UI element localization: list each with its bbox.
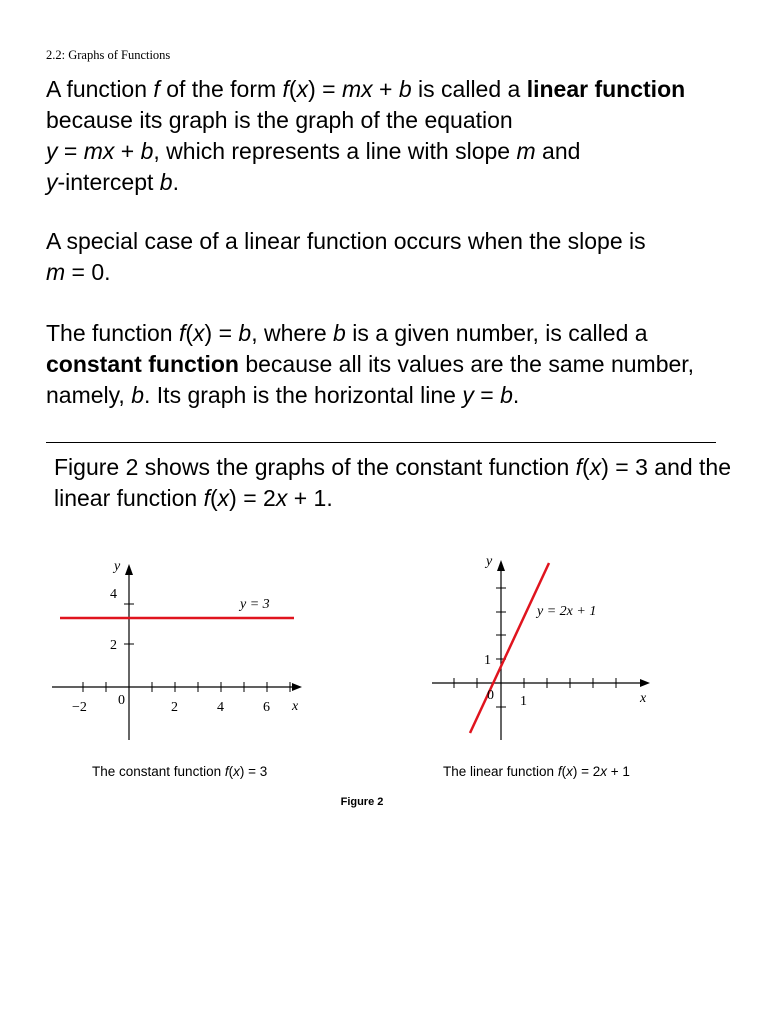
graph1-x-tick-6: 6 (263, 700, 270, 715)
graph2-line-label: y = 2x + 1 (537, 604, 597, 619)
term-linear-function: linear function (526, 76, 686, 102)
linear-line-y-2x-plus-1 (470, 563, 549, 733)
graph1-x-tick-4: 4 (217, 700, 224, 715)
y-axis (497, 560, 505, 740)
graph1-y-tick-2: 2 (110, 638, 117, 653)
page-header: 2.2: Graphs of Functions (46, 48, 171, 62)
graph1-x-tick-neg2: −2 (72, 700, 87, 715)
x-axis (432, 679, 650, 687)
graph1-origin-label: 0 (118, 693, 125, 708)
constant-function-graph (52, 550, 322, 745)
graph1-x-axis-label: x (292, 699, 299, 714)
graph1-line-label: y = 3 (240, 597, 270, 612)
graph2-y-axis-label: y (486, 554, 493, 569)
linear-function-graph (424, 550, 664, 745)
graph1-y-tick-4: 4 (110, 587, 117, 602)
y-axis (125, 564, 133, 740)
graph2-x-axis-label: x (640, 691, 647, 706)
x-axis (52, 683, 302, 691)
graph2-x-tick-1: 1 (520, 694, 527, 709)
caption-linear-function: The linear function f(x) = 2x + 1 (443, 764, 630, 779)
paragraph-linear-function: A function f of the form f(x) = mx + b is called a linear function because its graph is the graph of the equation y = mx + b, which represents a line with slope m and y-intercept b. (46, 76, 686, 195)
paragraph-constant-function: The function f(x) = b, where b is a given number, is called a constant function because all its values are the same number, namely, b. Its graph is the horizontal line y = b. (46, 320, 695, 408)
section-divider (46, 442, 716, 443)
graph1-x-tick-2: 2 (171, 700, 178, 715)
paragraph-special-case: A special case of a linear function occurs when the slope is m = 0. (46, 228, 646, 285)
paragraph-figure-description: Figure 2 shows the graphs of the constant function f(x) = 3 and the linear function f(x) = 2x + 1. (54, 454, 732, 511)
graph2-y-tick-1: 1 (484, 653, 491, 668)
caption-constant-function: The constant function f(x) = 3 (92, 764, 268, 779)
graph1-y-axis-label: y (114, 559, 121, 574)
term-constant-function: constant function (46, 351, 239, 377)
graph2-origin-label: 0 (487, 688, 494, 703)
figure-label: Figure 2 (340, 796, 384, 808)
